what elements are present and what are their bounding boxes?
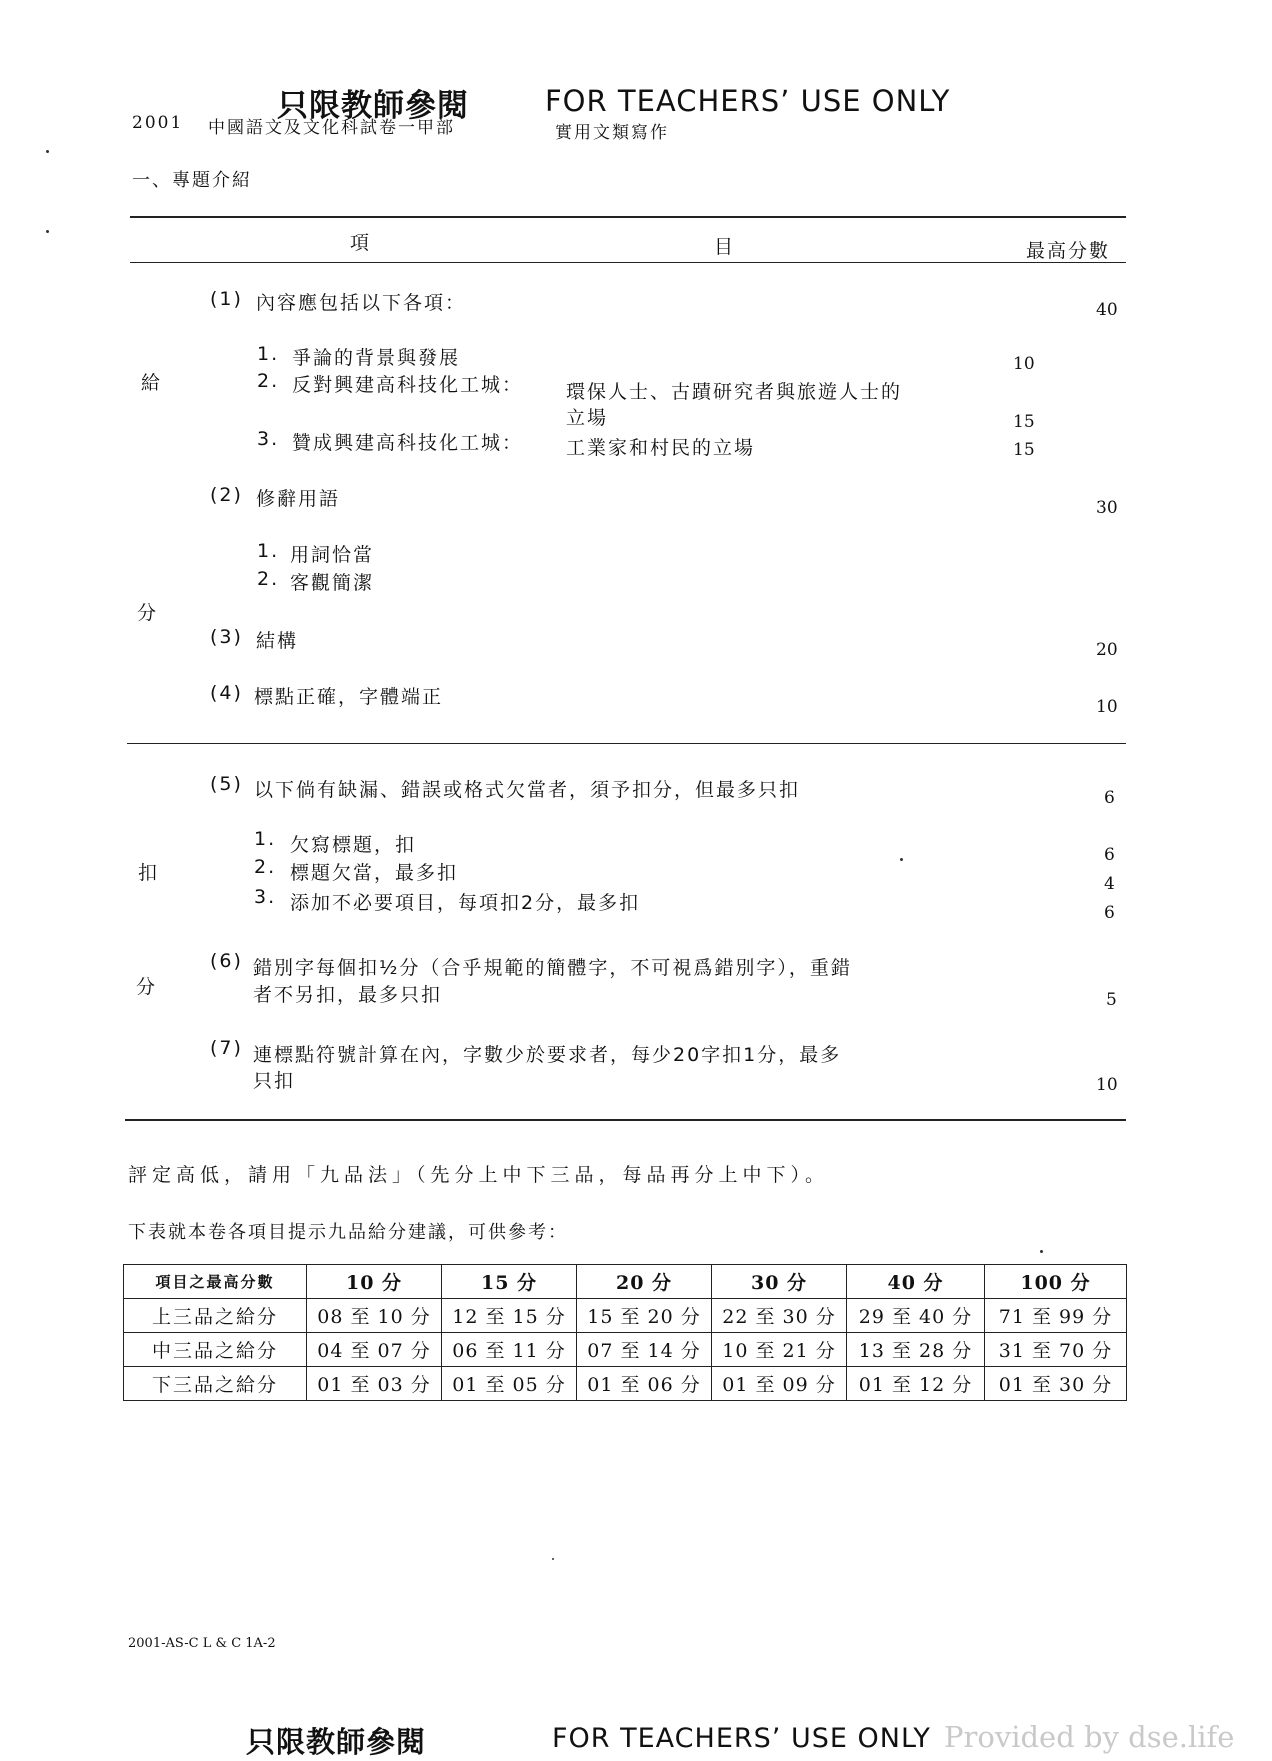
table-header-rule bbox=[130, 262, 1126, 263]
criterion-5-sub-3-no: 3. bbox=[254, 886, 277, 908]
section-title: 一、專題介紹 bbox=[132, 170, 252, 191]
grade-table-corner: 項目之最高分數 bbox=[124, 1265, 307, 1299]
criterion-3-text: 結構 bbox=[256, 630, 299, 652]
criterion-5-total: 6 bbox=[1104, 788, 1115, 808]
criterion-5-sub-1-score: 6 bbox=[1104, 845, 1115, 865]
criterion-5-sub-2-text: 標題欠當，最多扣 bbox=[290, 862, 459, 884]
grade-table bbox=[123, 1264, 1127, 1401]
grade-table-cell: 08 至 10 分 bbox=[307, 1299, 442, 1333]
criterion-1-sub-1-no: 1. bbox=[257, 343, 280, 365]
criterion-5-text: 以下倘有缺漏、錯誤或格式欠當者，須予扣分，但最多只扣 bbox=[254, 779, 801, 801]
grade-table-col-header: 100 分 bbox=[985, 1265, 1127, 1299]
grade-table-cell: 71 至 99 分 bbox=[985, 1299, 1127, 1333]
grade-table-col-header: 15 分 bbox=[442, 1265, 577, 1299]
scan-speck bbox=[900, 858, 903, 861]
header-paper-type: 實用文類寫作 bbox=[555, 123, 669, 143]
grade-table-cell: 13 至 28 分 bbox=[847, 1333, 985, 1367]
criterion-2-total: 30 bbox=[1096, 498, 1118, 518]
grade-table-cell: 01 至 05 分 bbox=[442, 1367, 577, 1401]
criterion-5-sub-2-score: 4 bbox=[1104, 874, 1115, 894]
criterion-5-sub-1-no: 1. bbox=[254, 828, 277, 850]
grade-table-row-label: 下三品之給分 bbox=[124, 1367, 307, 1401]
grade-table-cell: 15 至 20 分 bbox=[577, 1299, 712, 1333]
grade-table-cell: 06 至 11 分 bbox=[442, 1333, 577, 1367]
grade-table-row bbox=[124, 1299, 1127, 1333]
grade-table-cell: 31 至 70 分 bbox=[985, 1333, 1127, 1367]
criterion-1-sub-3-detail: 工業家和村民的立場 bbox=[566, 437, 756, 459]
criterion-1-sub-2-detail-2: 立場 bbox=[566, 407, 609, 429]
criterion-2-text: 修辭用語 bbox=[256, 488, 341, 510]
criterion-1-sub-2-text: 反對興建高科技化工城： bbox=[292, 374, 524, 396]
criterion-4-text: 標點正確，字體端正 bbox=[254, 686, 444, 708]
criterion-6-text-2: 者不另扣，最多只扣 bbox=[253, 984, 443, 1006]
criterion-3-label: (3) bbox=[210, 626, 243, 648]
criterion-7-text-1: 連標點符號計算在內，字數少於要求者，每少20字扣1分，最多 bbox=[253, 1044, 842, 1066]
grade-table-cell: 01 至 09 分 bbox=[712, 1367, 847, 1401]
column-header-item-1: 項 bbox=[350, 232, 372, 254]
criterion-1-text: 內容應包括以下各項： bbox=[256, 292, 467, 314]
criterion-1-total: 40 bbox=[1096, 300, 1118, 320]
criterion-5-sub-2-no: 2. bbox=[254, 856, 277, 878]
criterion-2-sub-2-text: 客觀簡潔 bbox=[290, 572, 375, 594]
criterion-3-total: 20 bbox=[1096, 640, 1118, 660]
footer-code: 2001-AS-C L & C 1A-2 bbox=[128, 1636, 276, 1651]
grade-table-cell: 22 至 30 分 bbox=[712, 1299, 847, 1333]
criterion-5-sub-3-score: 6 bbox=[1104, 903, 1115, 923]
header-subject: 中國語文及文化科試卷一甲部 bbox=[208, 118, 455, 138]
criterion-5-label: (5) bbox=[210, 773, 243, 795]
scan-speck bbox=[1040, 1250, 1043, 1253]
grade-table-row-label: 上三品之給分 bbox=[124, 1299, 307, 1333]
criterion-7-label: (7) bbox=[210, 1037, 243, 1059]
criterion-4-total: 10 bbox=[1096, 697, 1118, 717]
grade-table-cell: 01 至 30 分 bbox=[985, 1367, 1127, 1401]
grade-table-cell: 07 至 14 分 bbox=[577, 1333, 712, 1367]
table-top-rule bbox=[130, 216, 1126, 218]
table-bottom-rule bbox=[125, 1119, 1126, 1121]
column-header-max-score: 最高分數 bbox=[1026, 240, 1111, 262]
footer-title-en: FOR TEACHERS’ USE ONLY bbox=[552, 1723, 931, 1754]
header-year: 2001 bbox=[132, 113, 184, 133]
grade-table-cell: 01 至 06 分 bbox=[577, 1367, 712, 1401]
criterion-6-label: (6) bbox=[210, 950, 243, 972]
criterion-2-sub-1-text: 用詞恰當 bbox=[290, 544, 375, 566]
grade-table-col-header: 10 分 bbox=[307, 1265, 442, 1299]
grade-table-row bbox=[124, 1367, 1127, 1401]
grade-table-row bbox=[124, 1333, 1127, 1367]
grading-note: 評定高低，請用「九品法」（先分上中下三品，每品再分上中下）。 bbox=[128, 1164, 830, 1186]
criterion-2-sub-2-no: 2. bbox=[257, 568, 280, 590]
grade-table-cell: 04 至 07 分 bbox=[307, 1333, 442, 1367]
criterion-4-label: (4) bbox=[210, 682, 243, 704]
criterion-1-sub-2-no: 2. bbox=[257, 370, 280, 392]
criterion-7-total: 10 bbox=[1096, 1075, 1118, 1095]
footer-watermark: Provided by dse.life bbox=[944, 1720, 1235, 1754]
criterion-6-total: 5 bbox=[1106, 990, 1117, 1010]
criterion-1-sub-3-score: 15 bbox=[1013, 440, 1035, 460]
side-label-deduct-2: 分 bbox=[136, 976, 158, 998]
criterion-1-sub-3-text: 贊成興建高科技化工城： bbox=[292, 432, 524, 454]
criterion-1-sub-2-score: 15 bbox=[1013, 412, 1035, 432]
criterion-1-label: (1) bbox=[210, 288, 243, 310]
column-header-item-2: 目 bbox=[714, 236, 736, 258]
side-label-deduct-1: 扣 bbox=[138, 862, 160, 884]
criterion-5-sub-1-text: 欠寫標題，扣 bbox=[290, 834, 417, 856]
grade-table-cell: 01 至 03 分 bbox=[307, 1367, 442, 1401]
header-title-en: FOR TEACHERS’ USE ONLY bbox=[545, 84, 951, 118]
footer-title-zh: 只限教師參閱 bbox=[246, 1725, 427, 1759]
side-label-award-1: 給 bbox=[141, 372, 163, 394]
grade-table-col-header: 20 分 bbox=[577, 1265, 712, 1299]
grade-table-col-header: 40 分 bbox=[847, 1265, 985, 1299]
scan-speck bbox=[46, 150, 49, 153]
scan-speck bbox=[552, 1558, 554, 1560]
grade-table-intro: 下表就本卷各項目提示九品給分建議，可供參考： bbox=[128, 1222, 568, 1243]
grade-table-header-row bbox=[124, 1265, 1127, 1299]
header-title-zh: 只限教師參閱 bbox=[277, 88, 469, 124]
criterion-1-sub-2-detail-1: 環保人士、古蹟研究者與旅遊人士的 bbox=[566, 381, 903, 403]
criterion-1-sub-1-score: 10 bbox=[1013, 354, 1035, 374]
criterion-6-text-1: 錯別字每個扣½分（合乎規範的簡體字，不可視爲錯別字），重錯 bbox=[253, 957, 852, 979]
criterion-1-sub-3-no: 3. bbox=[257, 428, 280, 450]
criterion-2-label: (2) bbox=[210, 484, 243, 506]
criterion-7-text-2: 只扣 bbox=[253, 1070, 296, 1092]
side-label-award-2: 分 bbox=[137, 602, 159, 624]
section-divider-rule bbox=[127, 743, 1126, 744]
grade-table-cell: 29 至 40 分 bbox=[847, 1299, 985, 1333]
grade-table-cell: 10 至 21 分 bbox=[712, 1333, 847, 1367]
grade-table-row-label: 中三品之給分 bbox=[124, 1333, 307, 1367]
criterion-1-sub-1-text: 爭論的背景與發展 bbox=[292, 347, 461, 369]
scan-speck bbox=[46, 230, 49, 233]
grade-table-col-header: 30 分 bbox=[712, 1265, 847, 1299]
criterion-2-sub-1-no: 1. bbox=[257, 540, 280, 562]
grade-table-cell: 12 至 15 分 bbox=[442, 1299, 577, 1333]
grade-table-cell: 01 至 12 分 bbox=[847, 1367, 985, 1401]
criterion-5-sub-3-text: 添加不必要項目，每項扣2分，最多扣 bbox=[290, 892, 641, 914]
